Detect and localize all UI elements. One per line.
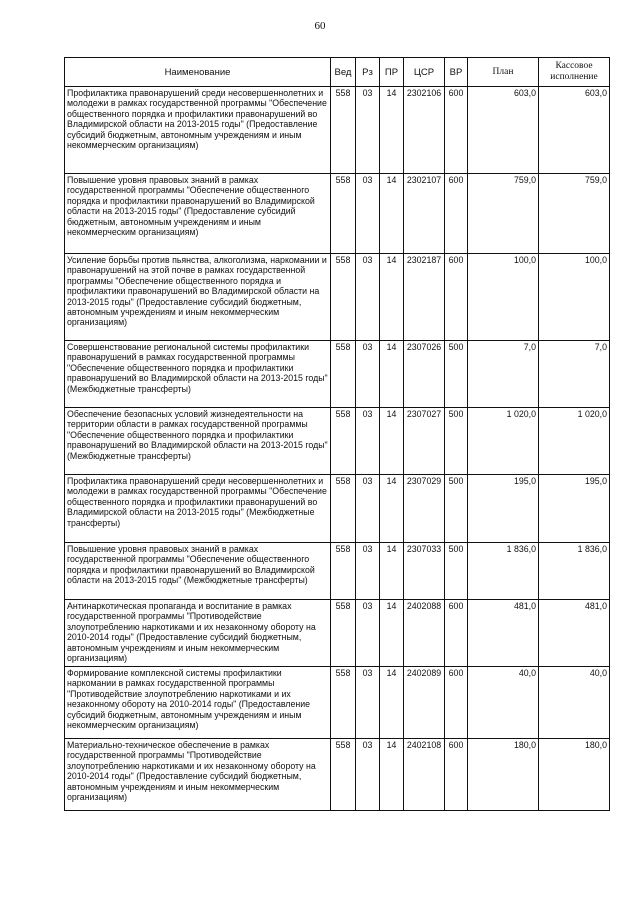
- cell-rz: 03: [356, 667, 380, 739]
- cell-csr: 2402088: [404, 600, 445, 667]
- cell-csr: 2302106: [404, 87, 445, 174]
- cell-ved: 558: [331, 667, 356, 739]
- table-row: [65, 667, 610, 739]
- cell-rz: 03: [356, 600, 380, 667]
- cell-pr: 14: [380, 543, 404, 600]
- cell-cash: 195,0: [539, 475, 610, 543]
- cell-pr: 14: [380, 600, 404, 667]
- table-row: [65, 600, 610, 667]
- cell-name: Усиление борьбы против пьянства, алкоголизма, наркомании и правонарушений на этой почве в рамках государственной программы "Обеспечение общественного порядка и профилактики правонарушений во Владимирской области на 2013-2015 годы" (Предоставление субсидий бюджетным, автономным учреждениям и иным некоммерческим организациям): [65, 254, 331, 341]
- table-row: [65, 543, 610, 600]
- cell-cash: 481,0: [539, 600, 610, 667]
- cell-vr: 600: [445, 739, 468, 811]
- page-number: 60: [314, 20, 326, 32]
- cell-name: Антинаркотическая пропаганда и воспитание в рамках государственной программы "Противодействие злоупотреблению наркотиками и их незаконному обороту на 2010-2014 годы" (Предоставление субсидий бюджетным, автономным учреждениям и иным некоммерческим организациям): [65, 600, 331, 667]
- cell-rz: 03: [356, 254, 380, 341]
- cell-csr: 2307027: [404, 408, 445, 475]
- cell-name: Формирование комплексной системы профилактики наркомании в рамках государственной программы "Противодействие злоупотреблению наркотиками и их незаконному обороту на 2010-2014 годы" (Предоставление субсидий бюджетным, автономным учреждениям и иным некоммерческим организациям): [65, 667, 331, 739]
- cell-plan: 603,0: [468, 87, 539, 174]
- cell-name: Обеспечение безопасных условий жизнедеятельности на территории области в рамках государственной программы "Обеспечение общественного порядка и профилактики правонарушений во Владимирской области на 2013-2015 годы" (Межбюджетные трансферты): [65, 408, 331, 475]
- cell-csr: 2307033: [404, 543, 445, 600]
- cell-vr: 600: [445, 87, 468, 174]
- header-cash: Кассовое исполнение: [539, 58, 610, 87]
- cell-csr: 2302187: [404, 254, 445, 341]
- cell-name: Материально-техническое обеспечение в рамках государственной программы "Противодействие злоупотреблению наркотиками и их незаконному обороту на 2010-2014 годы" (Предоставление субсидий бюджетным, автономным учреждениям и иным некоммерческим организациям): [65, 739, 331, 811]
- header-rz: Рз: [356, 58, 380, 87]
- cell-vr: 500: [445, 543, 468, 600]
- table-row: [65, 174, 610, 254]
- cell-pr: 14: [380, 408, 404, 475]
- cell-csr: 2307029: [404, 475, 445, 543]
- cell-name: Повышение уровня правовых знаний в рамках государственной программы "Обеспечение общественного порядка и профилактики правонарушений во Владимирской области на 2013-2015 годы" (Предоставление субсидий бюджетным, автономным учреждениям и иным некоммерческим организациям): [65, 174, 331, 254]
- cell-ved: 558: [331, 254, 356, 341]
- cell-ved: 558: [331, 543, 356, 600]
- cell-pr: 14: [380, 87, 404, 174]
- cell-ved: 558: [331, 739, 356, 811]
- table-row: [65, 87, 610, 174]
- cell-plan: 40,0: [468, 667, 539, 739]
- table-row: [65, 254, 610, 341]
- cell-ved: 558: [331, 475, 356, 543]
- cell-vr: 600: [445, 667, 468, 739]
- cell-ved: 558: [331, 87, 356, 174]
- cell-cash: 7,0: [539, 341, 610, 408]
- cell-vr: 600: [445, 254, 468, 341]
- cell-name: Профилактика правонарушений среди несовершеннолетних и молодежи в рамках государственной программы "Обеспечение общественного порядка и профилактики правонарушений во Владимирской области на 2013-2015 годы" (Предоставление субсидий бюджетным, автономным учреждениям и иным некоммерческим организациям): [65, 87, 331, 174]
- table-row: [65, 408, 610, 475]
- cell-rz: 03: [356, 543, 380, 600]
- cell-name: Профилактика правонарушений среди несовершеннолетних и молодежи в рамках государственной программы "Обеспечение общественного порядка и профилактики правонарушений во Владимирской области на 2013-2015 годы" (Межбюджетные трансферты): [65, 475, 331, 543]
- cell-ved: 558: [331, 174, 356, 254]
- cell-plan: 100,0: [468, 254, 539, 341]
- cell-vr: 500: [445, 341, 468, 408]
- cell-rz: 03: [356, 475, 380, 543]
- cell-name: Совершенствование региональной системы профилактики правонарушений в рамках государственной программы "Обеспечение общественного порядка и профилактики правонарушений во Владимирской области на 2013-2015 годы" (Межбюджетные трансферты): [65, 341, 331, 408]
- cell-csr: 2402089: [404, 667, 445, 739]
- header-ved: Вед: [331, 58, 356, 87]
- cell-ved: 558: [331, 341, 356, 408]
- cell-pr: 14: [380, 739, 404, 811]
- cell-name: Повышение уровня правовых знаний в рамках государственной программы "Обеспечение общественного порядка и профилактики правонарушений во Владимирской области на 2013-2015 годы" (Межбюджетные трансферты): [65, 543, 331, 600]
- header-pr: ПР: [380, 58, 404, 87]
- cell-rz: 03: [356, 87, 380, 174]
- cell-csr: 2402108: [404, 739, 445, 811]
- cell-vr: 600: [445, 174, 468, 254]
- cell-csr: 2302107: [404, 174, 445, 254]
- header-name: Наименование: [65, 58, 331, 87]
- cell-cash: 100,0: [539, 254, 610, 341]
- table-row: [65, 475, 610, 543]
- cell-cash: 1 020,0: [539, 408, 610, 475]
- cell-vr: 500: [445, 475, 468, 543]
- cell-ved: 558: [331, 408, 356, 475]
- cell-plan: 481,0: [468, 600, 539, 667]
- table-row: [65, 739, 610, 811]
- header-csr: ЦСР: [404, 58, 445, 87]
- cell-cash: 1 836,0: [539, 543, 610, 600]
- cell-csr: 2307026: [404, 341, 445, 408]
- cell-pr: 14: [380, 174, 404, 254]
- cell-pr: 14: [380, 341, 404, 408]
- cell-pr: 14: [380, 667, 404, 739]
- cell-cash: 180,0: [539, 739, 610, 811]
- cell-pr: 14: [380, 475, 404, 543]
- cell-rz: 03: [356, 739, 380, 811]
- cell-rz: 03: [356, 341, 380, 408]
- cell-cash: 40,0: [539, 667, 610, 739]
- cell-cash: 603,0: [539, 87, 610, 174]
- cell-plan: 759,0: [468, 174, 539, 254]
- header-vr: ВР: [445, 58, 468, 87]
- cell-rz: 03: [356, 174, 380, 254]
- cell-plan: 195,0: [468, 475, 539, 543]
- cell-plan: 7,0: [468, 341, 539, 408]
- cell-cash: 759,0: [539, 174, 610, 254]
- cell-vr: 600: [445, 600, 468, 667]
- budget-table: [64, 57, 610, 811]
- cell-rz: 03: [356, 408, 380, 475]
- cell-pr: 14: [380, 254, 404, 341]
- header-plan: План: [468, 58, 539, 87]
- cell-plan: 1 020,0: [468, 408, 539, 475]
- cell-plan: 180,0: [468, 739, 539, 811]
- table-row: [65, 341, 610, 408]
- cell-plan: 1 836,0: [468, 543, 539, 600]
- header-row: [65, 58, 610, 87]
- cell-ved: 558: [331, 600, 356, 667]
- cell-vr: 500: [445, 408, 468, 475]
